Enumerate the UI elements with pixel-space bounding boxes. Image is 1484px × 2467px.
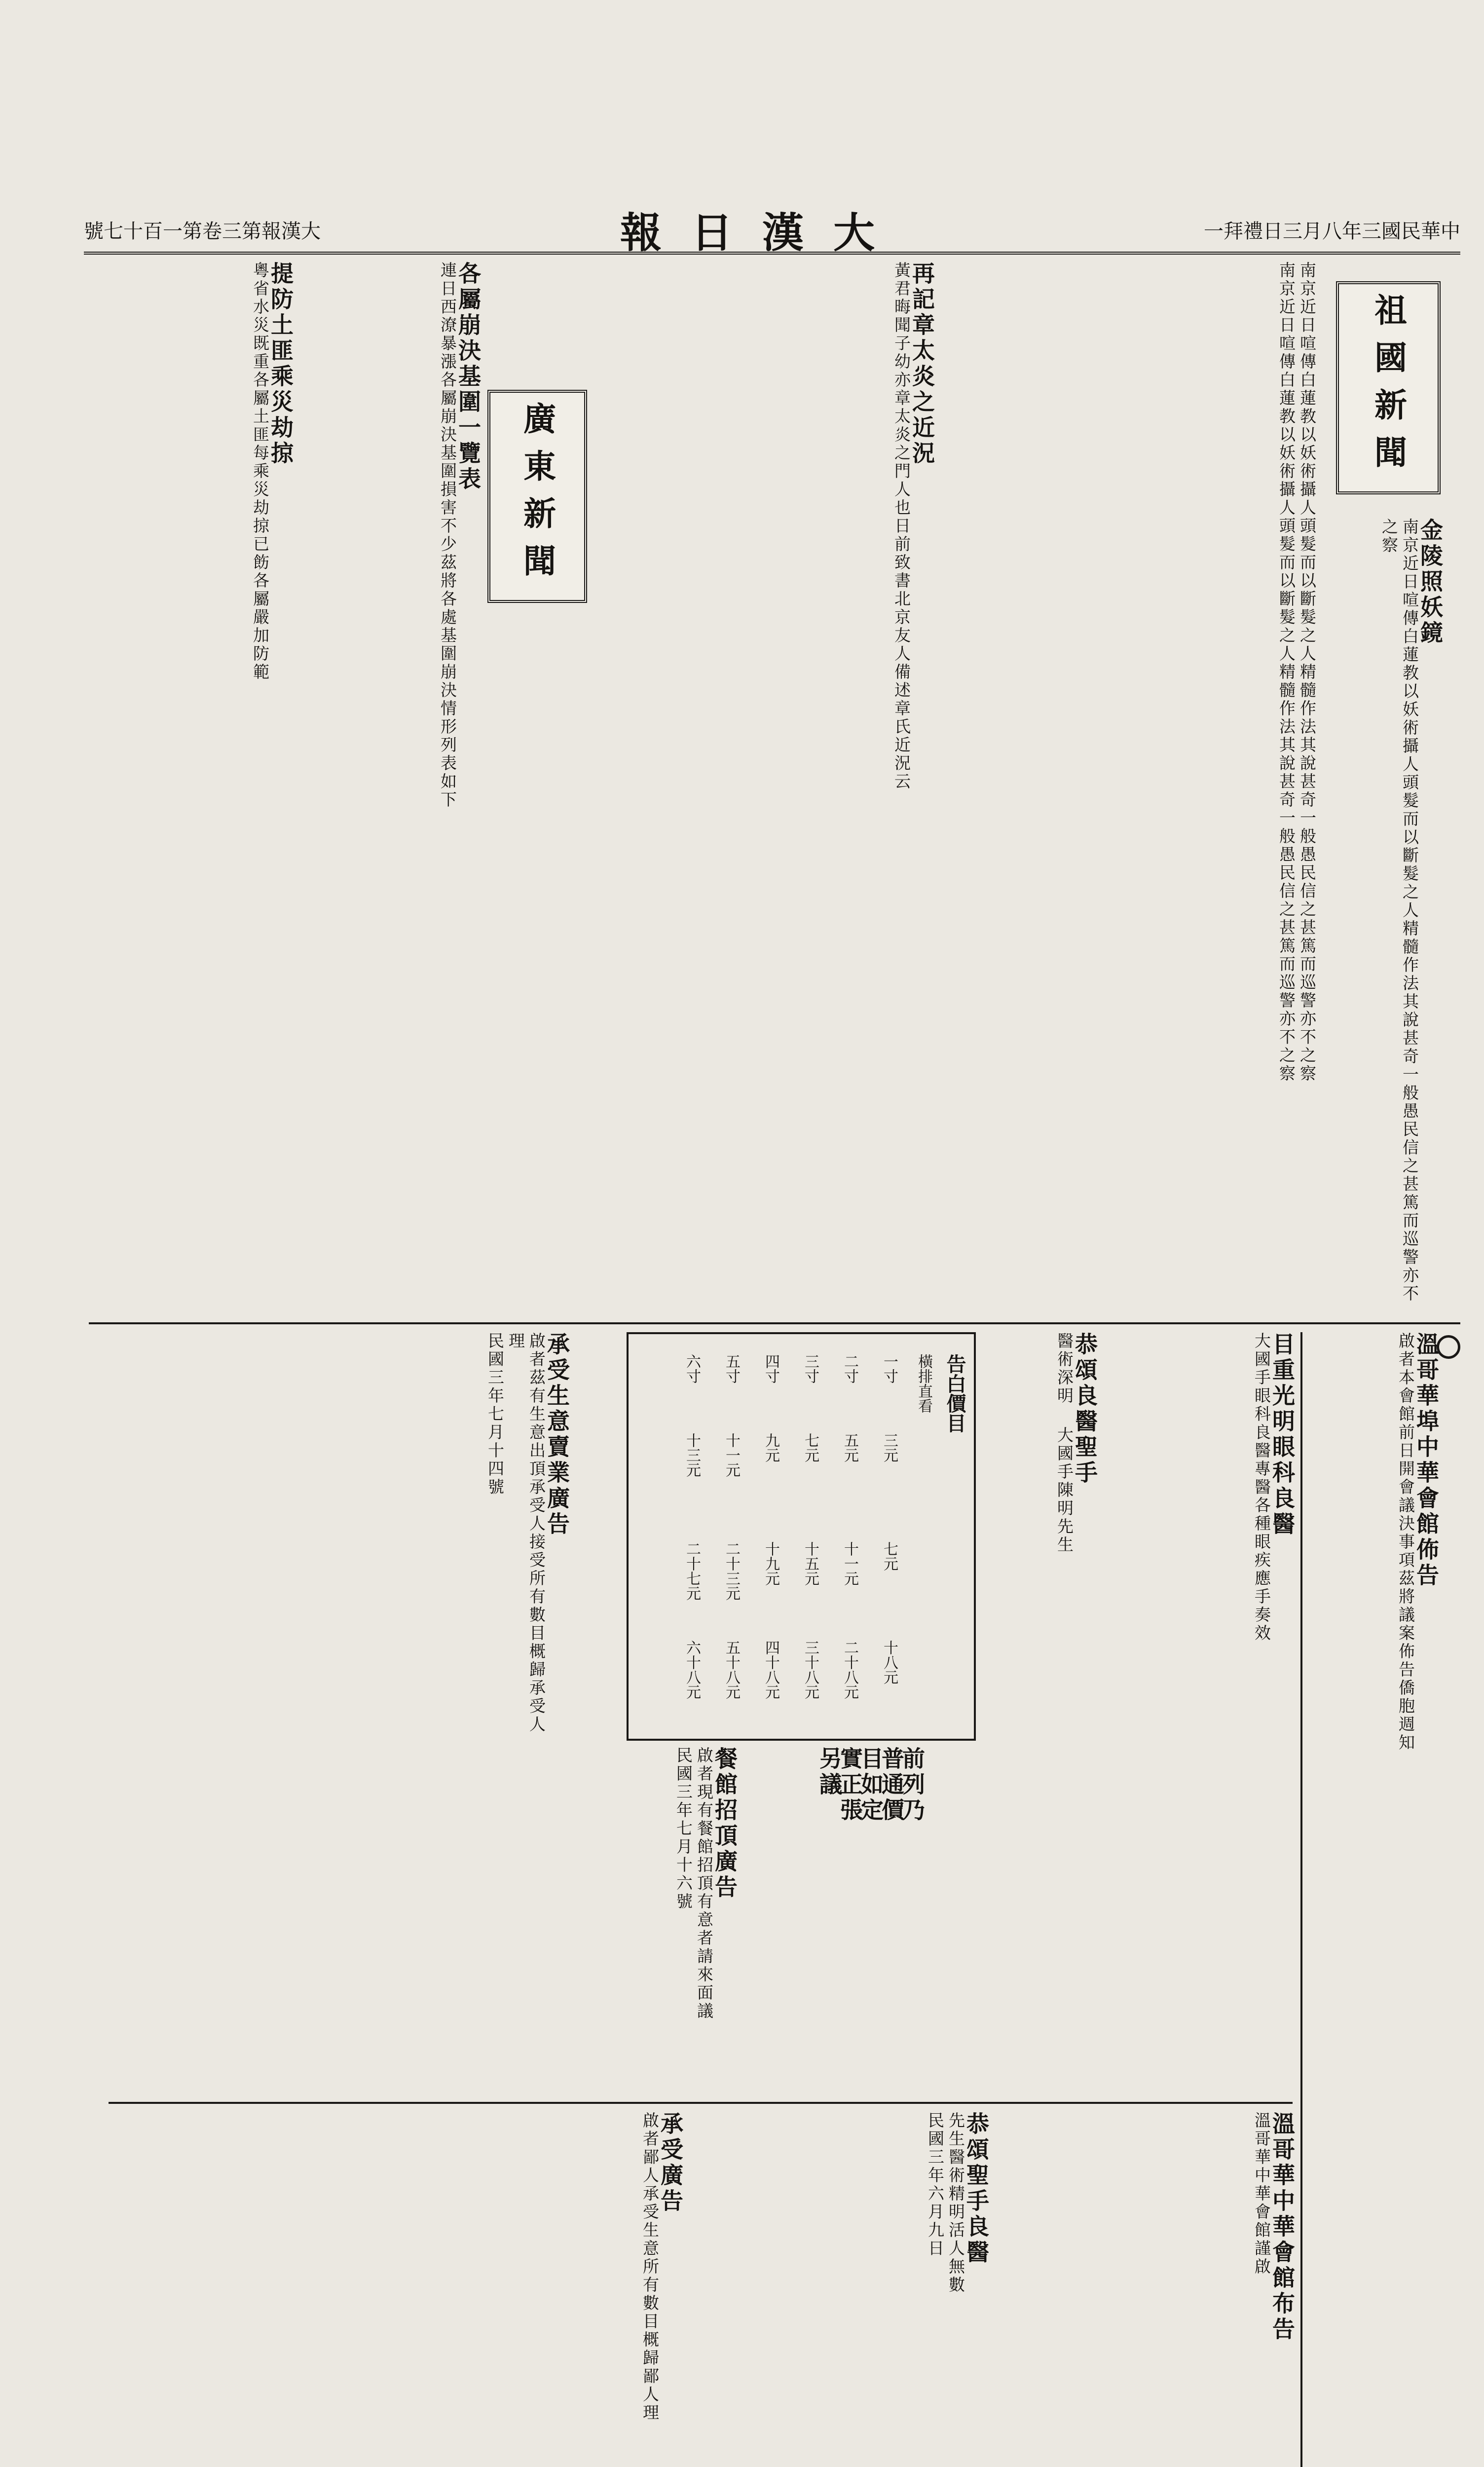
ad-restaurant: 餐館招頂廣告 啟者現有餐館招頂有意者請來面議 民國三年七月十六號 [572, 1747, 735, 2092]
zuguo-news-banner: 祖國新聞 [1336, 281, 1441, 494]
divider [1300, 1332, 1302, 2467]
advertising-rate-table: 告白價目 橫排直看 一寸 二寸 三寸 四寸 五寸 六寸 三元 五元 七元 九元 十一元 十三元 七元 十一元 十五元 十九元 二十三元 二十七元 十八元 二十八元 三十八元 四十八元 五十八元 六十八元 [627, 1332, 976, 1741]
article-4 [94, 262, 294, 1322]
article-3-head: 各屬崩決基圍一覽表 [455, 262, 482, 492]
lower-section [89, 1332, 1460, 2467]
upper-section [89, 262, 1460, 1324]
issue-info: 號七十百一第卷三第報漢大 [84, 220, 321, 243]
ad-takeover: 承受廣告 啟者鄙人承受生意所有數目概歸鄙人理 [640, 2112, 684, 2422]
guangdong-news-banner: 廣東新聞 [487, 390, 587, 603]
rate-table-title: 告白價目 [943, 1354, 966, 1433]
rate-notice: 前列乃普通價目如定實正張另議 [816, 1747, 926, 1824]
ad-zhonghua-bottom: 溫哥華中華會館布告 溫哥華中華會館謹啟 [1252, 2112, 1296, 2343]
date-2: 民國三年六月九日 [926, 2112, 945, 2258]
date-info: 一拜禮日三月八年三國民華中 [1203, 220, 1460, 243]
article-4-head: 提防土匪乘災劫掠 [267, 262, 294, 467]
article-2-body: 黃君晦聞子幼亦章太炎之門人也日前致書北京友人備述章氏近況云 [892, 262, 911, 791]
article-4-body: 粵省水災既重各屬土匪每乘災劫掠已飭各屬嚴加防範 [251, 262, 270, 681]
article-3-body: 連日西潦暴漲各屬崩決基圍損害不少茲將各處基圍崩決情形列表如下 [438, 262, 457, 809]
article-1 [1327, 518, 1444, 1317]
ad-praise-doctor: 恭頌良醫聖手 醫術深明 大國手陳明先生 [1055, 1332, 1098, 1554]
ad-eye-doctor: 目重光明眼科良醫 大國手眼科良醫專醫各種眼疾應手奏效 [1252, 1332, 1296, 1643]
article-1-head: 金陵照妖鏡 [1417, 518, 1444, 646]
newspaper-title: 報日漢大 [620, 208, 904, 257]
rate-table-sub: 橫排直看 [915, 1354, 932, 1413]
ad-business-transfer: 承受生意賣業廣告 啟者茲有生意出頂承受人接受所有數目概歸承受人理 民國三年七月十四號 [419, 1332, 567, 1737]
ad-praise-bottom: 恭頌聖手良醫 先生醫術精明活人無數 民國三年六月九日 [691, 2112, 987, 2467]
article-2-head: 再記章太炎之近況 [909, 262, 935, 467]
masthead [84, 207, 1460, 255]
article-1-body: 南京近日喧傳白蓮教以妖術攝人頭髮而以斷髮之人精髓作法其說甚奇一般愚民信之甚篤而巡警亦不之察 [1379, 518, 1419, 1303]
article-1-continued: 南京近日喧傳白蓮教以妖術攝人頭髮而以斷髮之人精髓作法其說甚奇一般愚民信之甚篤而巡警亦不之察 南京近日喧傳白蓮教以妖術攝人頭髮而以斷髮之人精髓作法其說甚奇一般愚民信之甚篤而巡警亦不之察 [1277, 262, 1317, 1083]
date-1: 民國三年七月十四號 [485, 1332, 505, 1496]
article-2 [597, 262, 935, 1322]
horizontal-divider [109, 2102, 1293, 2104]
bullet-icon [1437, 1335, 1460, 1359]
article-3 [301, 262, 482, 1322]
ad-zhonghua-notice: 溫哥華埠中華會館佈告 啟者本會館前日開會議決事項茲將議案佈告僑胞週知 [1312, 1332, 1460, 2467]
date-3: 民國三年七月十六號 [674, 1747, 693, 1911]
